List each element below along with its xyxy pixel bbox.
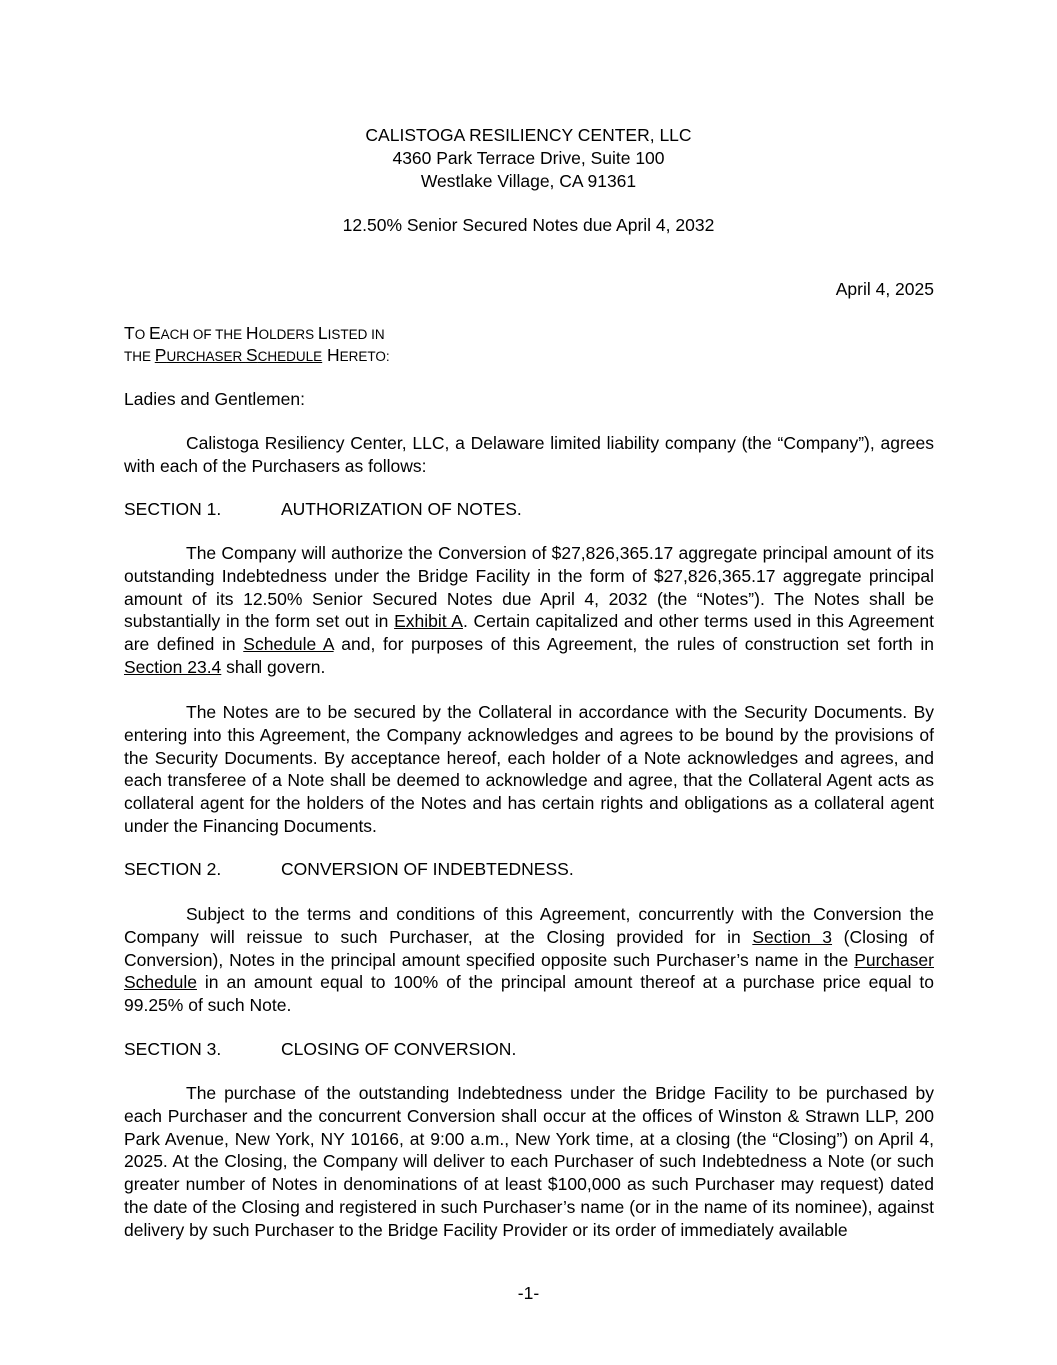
- notes-title: 12.50% Senior Secured Notes due April 4, 2032: [342, 215, 715, 235]
- letter-date: April 4, 2025: [835, 279, 934, 299]
- section-3-link[interactable]: Section 3: [752, 926, 833, 947]
- section-number: SECTION 2.: [124, 859, 222, 879]
- section-1-paragraph-1: The Company will authorize the Conversion of $27,826,365.17 aggregate principal amount of its outstanding Indebtedness under the Bridge Facility in the form of $27,826,365.17 aggregate principal amount of its 12.50% Senior Secured Notes due April 4, 2032 (the “Notes”). The Notes shall be substantially in the form set out in Exhibit A. Certain capitalized and other terms used in this Agreement are defined in Schedule A and, for purposes of this Agreement, the rules of construction set forth in Section 23.4 shall govern.: [124, 543, 934, 677]
- purchaser-schedule-link[interactable]: Purchaser Schedule: [124, 949, 934, 993]
- section-title: CLOSING OF CONVERSION.: [281, 1039, 517, 1059]
- section-title: AUTHORIZATION OF NOTES.: [281, 499, 522, 519]
- section-1-paragraph-2: The Notes are to be secured by the Collateral in accordance with the Security Documents. By entering into this Agreement, the Company acknowledges and agrees to be bound by the provisions of the Security Documents. By acceptance hereof, each holder of a Note acknowledges and agrees, and each transferee of a Note shall be deemed to acknowledge and agree, that the Collateral Agent acts as collateral agent for the holders of the Notes and has certain rights and obligations as a collateral agent under the Financing Documents.: [124, 702, 934, 836]
- addressee-block: [124, 323, 390, 367]
- page-number: -1-: [517, 1283, 540, 1303]
- letterhead: [0, 124, 1057, 193]
- intro-paragraph: Calistoga Resiliency Center, LLC, a Delaware limited liability company (the “Company”), agrees with each of the Purchasers as follows:: [124, 433, 934, 476]
- addressee-line-1: TO EACH OF THE HOLDERS LISTED IN: [124, 323, 385, 343]
- address-line-1: 4360 Park Terrace Drive, Suite 100: [392, 148, 665, 168]
- section-title: CONVERSION OF INDEBTEDNESS.: [281, 859, 574, 879]
- purchaser-schedule-link[interactable]: PURCHASER SCHEDULE: [154, 345, 323, 365]
- company-name: CALISTOGA RESILIENCY CENTER, LLC: [365, 125, 692, 145]
- section-2-heading: [124, 859, 574, 880]
- schedule-a-link[interactable]: Schedule A: [243, 634, 334, 655]
- salutation: Ladies and Gentlemen:: [124, 389, 305, 409]
- section-number: SECTION 3.: [124, 1039, 222, 1059]
- section-23-4-link[interactable]: Section 23.4: [124, 656, 222, 677]
- section-1-heading: [124, 499, 522, 520]
- exhibit-a-link[interactable]: Exhibit A: [394, 611, 463, 632]
- section-3-paragraph-1: The purchase of the outstanding Indebtedness under the Bridge Facility to be purchased by each Purchaser and the concurrent Conversion shall occur at the offices of Winston & Strawn LLP, 200 Park Avenue, New York, NY 10166, at 9:00 a.m., New York time, at a closing (the “Closing”) on April 4, 2025. At the Closing, the Company will deliver to each Purchaser of such Indebtedness a Note (or such greater number of Notes in denominations of at least $100,000 as such Purchaser may request) dated the date of the Closing and registered in such Purchaser’s name (or in the name of its nominee), against delivery by such Purchaser to the Bridge Facility Provider or its order of immediately available: [124, 1083, 934, 1240]
- section-2-paragraph-1: Subject to the terms and conditions of this Agreement, concurrently with the Conversion the Company will reissue to such Purchaser, at the Closing provided for in Section 3 (Closing of Conversion), Notes in the principal amount specified opposite such Purchaser’s name in the Purchaser Schedule in an amount equal to 100% of the principal amount thereof at a purchase price equal to 99.25% of such Note.: [124, 904, 934, 1016]
- section-3-heading: [124, 1039, 516, 1060]
- addressee-line-2: THE PURCHASER SCHEDULE HERETO:: [124, 345, 390, 365]
- address-line-2: Westlake Village, CA 91361: [420, 171, 637, 191]
- section-number: SECTION 1.: [124, 499, 222, 519]
